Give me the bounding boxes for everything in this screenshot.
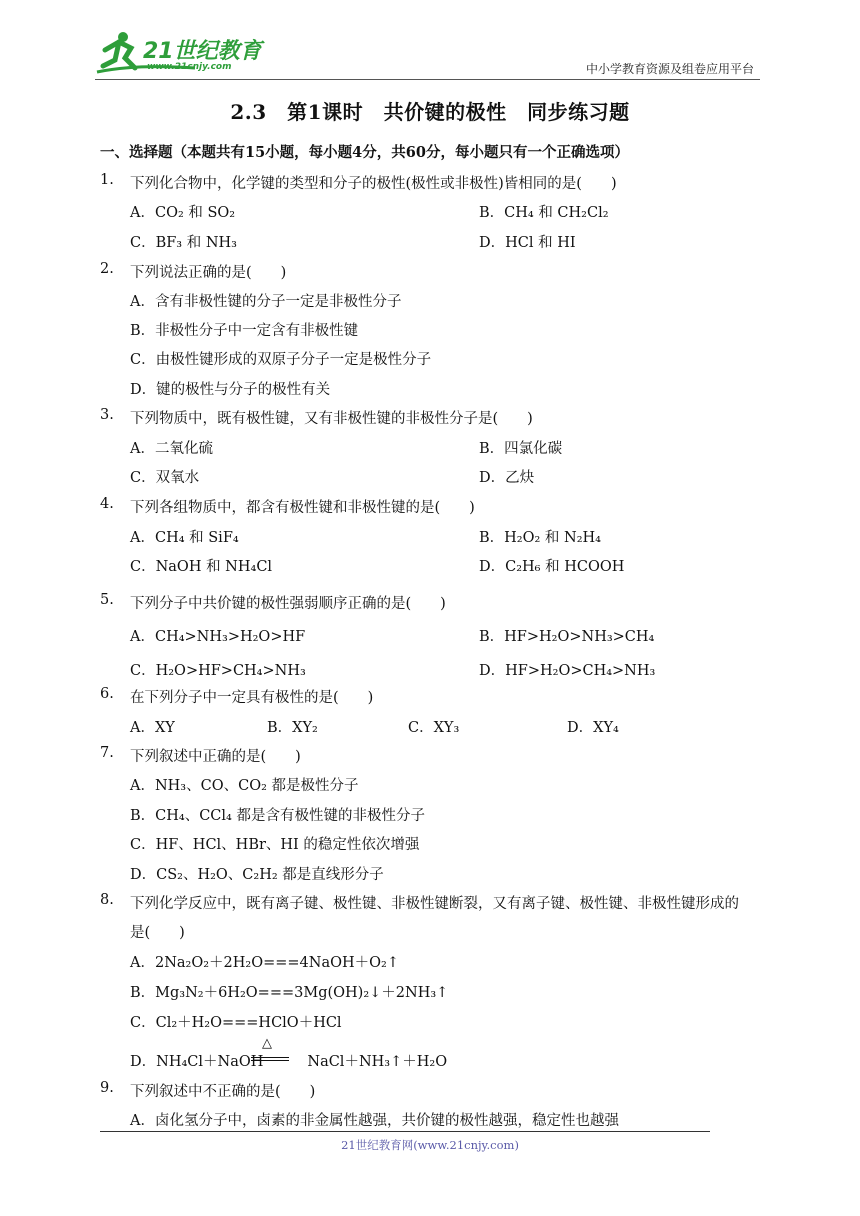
option-c: C．双氧水 (130, 470, 200, 486)
option-b: B．Mg₃N₂＋6H₂O===3Mg(OH)₂↓＋2NH₃↑ (130, 985, 449, 1001)
question-number: 9. (100, 1080, 114, 1096)
option-b: B．非极性分子中一定含有非极性键 (130, 323, 359, 339)
option-d: D．HF>H₂O>CH₄>NH₃ (479, 663, 656, 679)
option-d: D．C₂H₆ 和 HCOOH (479, 559, 625, 575)
option-c: C．Cl₂＋H₂O===HClO＋HCl (130, 1015, 342, 1031)
option-a: A．XY (130, 720, 175, 736)
logo-text: 21世纪教育 (143, 39, 262, 64)
option-a: A．含有非极性键的分子一定是非极性分子 (130, 294, 402, 310)
question-text: 下列化学反应中，既有离子键、极性键、非极性键断裂，又有离子键、极性键、非极性键形成的 (130, 896, 739, 912)
footer-divider (100, 1131, 710, 1132)
option-c: C．BF₃ 和 NH₃ (130, 235, 237, 251)
option-a: A．CH₄>NH₃>H₂O>HF (130, 629, 306, 645)
question-text: 下列化合物中，化学键的类型和分子的极性(极性或非极性)皆相同的是( ) (130, 176, 617, 192)
option-c: C．H₂O>HF>CH₄>NH₃ (130, 663, 306, 679)
question-number: 5. (100, 592, 114, 608)
logo (95, 28, 265, 78)
page-title: 2.3 第1课时 共价键的极性 同步练习题 (230, 100, 630, 124)
option-b: B．CH₄ 和 CH₂Cl₂ (479, 205, 609, 221)
header-divider (95, 79, 760, 80)
option-c: C．由极性键形成的双原子分子一定是极性分子 (130, 352, 432, 368)
option-a: A．卤化氢分子中，卤素的非金属性越强，共价键的极性越强，稳定性也越强 (130, 1113, 619, 1129)
question-text: 下列各组物质中，都含有极性键和非极性键的是( ) (130, 500, 475, 516)
option-a: A．二氧化硫 (130, 441, 213, 457)
option-b: B．CH₄、CCl₄ 都是含有极性键的非极性分子 (130, 808, 425, 824)
option-d: D．CS₂、H₂O、C₂H₂ 都是直线形分子 (130, 867, 384, 883)
option-a: A．CO₂ 和 SO₂ (130, 205, 236, 221)
question-number: 8. (100, 892, 114, 908)
section-heading: 一、选择题（本题共有15小题，每小题4分，共60分，每小题只有一个正确选项） (100, 144, 629, 161)
platform-name: 中小学教育资源及组卷应用平台 (585, 62, 754, 76)
question-number: 6. (100, 686, 114, 702)
question-text-continued: 是( ) (130, 925, 185, 941)
footer-text: 21世纪教育网(www.21cnjy.com) (341, 1138, 519, 1152)
option-c: C．HF、HCl、HBr、HI 的稳定性依次增强 (130, 837, 420, 853)
question-text: 下列说法正确的是( ) (130, 265, 287, 281)
question-text: 下列叙述中不正确的是( ) (130, 1084, 316, 1100)
option-d: D．HCl 和 HI (479, 235, 576, 251)
option-a: A．2Na₂O₂＋2H₂O===4NaOH＋O₂↑ (130, 955, 400, 971)
logo-url: www.21cnjy.com (147, 62, 232, 72)
page-header (95, 28, 760, 80)
option-b: B．H₂O₂ 和 N₂H₄ (479, 530, 601, 546)
option-a: A．CH₄ 和 SiF₄ (130, 530, 239, 546)
option-b: B．四氯化碳 (479, 441, 563, 457)
question-text: 下列分子中共价键的极性强弱顺序正确的是( ) (130, 596, 446, 612)
heat-condition-icon: △ (262, 1036, 272, 1051)
reaction-equals-sign (251, 1057, 289, 1061)
option-d: D．乙炔 (479, 470, 535, 486)
option-a: A．NH₃、CO、CO₂ 都是极性分子 (130, 778, 359, 794)
question-text: 下列物质中，既有极性键，又有非极性键的非极性分子是( ) (130, 411, 533, 427)
question-number: 7. (100, 745, 114, 761)
question-number: 2. (100, 261, 114, 277)
equation-right: NaCl＋NH₃↑＋H₂O (307, 1054, 448, 1070)
option-b: B．HF>H₂O>NH₃>CH₄ (479, 629, 655, 645)
option-d: D．键的极性与分子的极性有关 (130, 382, 331, 398)
option-c: C．NaOH 和 NH₄Cl (130, 559, 273, 575)
option-b: B．XY₂ (267, 720, 318, 736)
question-number: 3. (100, 407, 114, 423)
question-text: 在下列分子中一定具有极性的是( ) (130, 690, 374, 706)
question-number: 4. (100, 496, 114, 512)
option-d: D．XY₄ (567, 720, 619, 736)
equation-left: D．NH₄Cl＋NaOH (130, 1054, 264, 1070)
question-text: 下列叙述中正确的是( ) (130, 749, 301, 765)
question-number: 1. (100, 172, 114, 188)
option-c: C．XY₃ (408, 720, 460, 736)
